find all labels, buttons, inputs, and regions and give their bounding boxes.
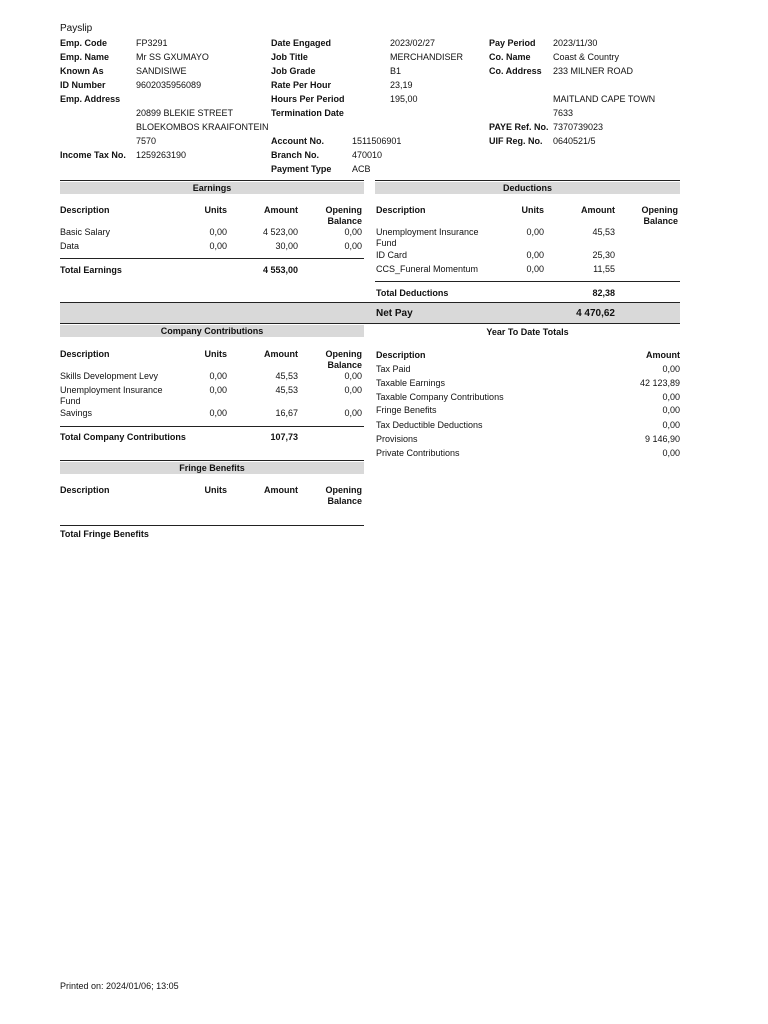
- branch-no-value: 470010: [352, 150, 383, 160]
- deductions-row-desc: Unemployment Insurance Fund: [376, 227, 479, 248]
- earnings-row-desc: Basic Salary: [60, 227, 111, 237]
- deductions-col-amount: Amount: [581, 205, 615, 215]
- account-no-label: Account No.: [271, 136, 324, 146]
- earnings-col-units: Units: [204, 205, 227, 215]
- deductions-header: Deductions: [375, 182, 680, 194]
- job-grade-value: B1: [390, 66, 402, 76]
- fringe-col-opening: Opening Balance: [325, 485, 362, 506]
- ytd-row-desc: Fringe Benefits: [376, 405, 437, 415]
- total-fringe-label: Total Fringe Benefits: [60, 529, 149, 539]
- deductions-row-units: 0,00: [526, 264, 544, 274]
- cc-col-opening: Opening Balance: [325, 349, 362, 370]
- address-line-1: 20899 BLEKIE STREET: [136, 108, 234, 118]
- co-address-line-2: MAITLAND CAPE TOWN: [553, 94, 656, 104]
- cc-col-amount: Amount: [264, 349, 298, 359]
- emp-code-label: Emp. Code: [60, 38, 108, 48]
- pay-period-label: Pay Period: [489, 38, 536, 48]
- earnings-row-amount: 30,00: [275, 241, 298, 251]
- ytd-col-amount: Amount: [646, 350, 680, 360]
- ytd-row-amount: 0,00: [662, 405, 680, 415]
- cc-row-opening: 0,00: [344, 385, 362, 395]
- ytd-row-desc: Tax Paid: [376, 364, 411, 374]
- fringe-benefits-header: Fringe Benefits: [60, 462, 364, 474]
- deductions-col-description: Description: [376, 205, 426, 215]
- ytd-row-amount: 0,00: [662, 420, 680, 430]
- payment-type-label: Payment Type: [271, 164, 332, 174]
- co-address-value: 233 MILNER ROAD: [553, 66, 634, 76]
- cc-row-opening: 0,00: [344, 371, 362, 381]
- cc-row-amount: 16,67: [275, 408, 298, 418]
- cc-row-units: 0,00: [209, 385, 227, 395]
- ytd-row-amount: 9 146,90: [644, 434, 680, 444]
- income-tax-label: Income Tax No.: [60, 150, 126, 160]
- hours-per-period-value: 195,00: [390, 94, 418, 104]
- deductions-row-units: 0,00: [526, 250, 544, 260]
- deductions-col-opening: Opening Balance: [641, 205, 678, 226]
- date-engaged-label: Date Engaged: [271, 38, 332, 48]
- cc-row-amount: 45,53: [275, 385, 298, 395]
- cc-col-units: Units: [204, 349, 227, 359]
- net-pay-value: 4 470,62: [576, 308, 615, 319]
- date-engaged-value: 2023/02/27: [390, 38, 436, 48]
- deductions-row-amount: 11,55: [593, 264, 615, 274]
- co-name-value: Coast & Country: [553, 52, 620, 62]
- ytd-row-amount: 42 123,89: [639, 378, 680, 388]
- ytd-row-desc: Private Contributions: [376, 448, 460, 458]
- total-deductions-value: 82,38: [592, 288, 615, 298]
- ytd-row-desc: Taxable Earnings: [376, 378, 446, 388]
- cc-row-amount: 45,53: [275, 371, 298, 381]
- cc-row-desc: Skills Development Levy: [60, 371, 159, 381]
- ytd-row-desc: Taxable Company Contributions: [376, 392, 504, 402]
- deductions-row-desc: CCS_Funeral Momentum: [376, 264, 479, 274]
- payslip-title: Payslip: [60, 23, 93, 34]
- cc-col-description: Description: [60, 349, 110, 359]
- uif-reg-label: UIF Reg. No.: [489, 136, 543, 146]
- net-pay-bottom-rule: [60, 323, 680, 324]
- ytd-col-description: Description: [376, 350, 426, 360]
- net-pay-label: Net Pay: [376, 308, 413, 319]
- company-contributions-header: Company Contributions: [60, 325, 364, 337]
- paye-ref-label: PAYE Ref. No.: [489, 122, 549, 132]
- paye-ref-value: 7370739023: [553, 122, 604, 132]
- earnings-row-units: 0,00: [209, 227, 227, 237]
- job-title-label: Job Title: [271, 52, 308, 62]
- fringe-col-units: Units: [204, 485, 227, 495]
- rate-per-hour-value: 23,19: [390, 80, 413, 90]
- total-cc-label: Total Company Contributions: [60, 432, 186, 442]
- earnings-total-rule: [60, 258, 364, 259]
- total-earnings-value: 4 553,00: [262, 265, 298, 275]
- deductions-row-amount: 45,53: [592, 227, 615, 237]
- earnings-row-desc: Data: [60, 241, 80, 251]
- earnings-row-opening: 0,00: [344, 241, 362, 251]
- address-line-3: 7570: [136, 136, 157, 146]
- total-deductions-label: Total Deductions: [376, 288, 449, 298]
- deductions-row-amount: 25,30: [592, 250, 615, 260]
- address-line-2: BLOEKOMBOS KRAAIFONTEIN: [136, 122, 269, 132]
- income-tax-value: 1259263190: [136, 150, 187, 160]
- termination-date-label: Termination Date: [271, 108, 344, 118]
- earnings-col-opening: Opening Balance: [325, 205, 362, 226]
- deductions-row-desc: ID Card: [376, 250, 408, 260]
- emp-name-label: Emp. Name: [60, 52, 110, 62]
- pay-period-value: 2023/11/30: [553, 38, 598, 48]
- payment-type-value: ACB: [352, 164, 371, 174]
- cc-row-desc: Savings: [60, 408, 93, 418]
- uif-reg-value: 0640521/5: [553, 136, 596, 146]
- fringe-col-description: Description: [60, 485, 110, 495]
- co-address-label: Co. Address: [489, 66, 542, 76]
- job-grade-label: Job Grade: [271, 66, 316, 76]
- rate-per-hour-label: Rate Per Hour: [271, 80, 332, 90]
- emp-code-value: FP3291: [136, 38, 168, 48]
- ytd-row-amount: 0,00: [662, 364, 680, 374]
- cc-row-units: 0,00: [209, 408, 227, 418]
- ytd-row-desc: Tax Deductible Deductions: [376, 420, 483, 430]
- earnings-row-units: 0,00: [209, 241, 227, 251]
- earnings-row-amount: 4 523,00: [262, 227, 298, 237]
- fringe-col-amount: Amount: [264, 485, 298, 495]
- cc-row-units: 0,00: [209, 371, 227, 381]
- id-number-label: ID Number: [60, 80, 106, 90]
- deductions-row-units: 0,00: [526, 227, 544, 237]
- fringe-total-rule: [60, 525, 364, 526]
- earnings-row-opening: 0,00: [344, 227, 362, 237]
- co-address-line-3: 7633: [553, 108, 574, 118]
- earnings-col-amount: Amount: [264, 205, 298, 215]
- ytd-row-amount: 0,00: [662, 448, 680, 458]
- earnings-top-rule: [60, 180, 364, 181]
- id-number-value: 9602035956089: [136, 80, 202, 90]
- known-as-label: Known As: [60, 66, 104, 76]
- job-title-value: MERCHANDISER: [390, 52, 464, 62]
- hours-per-period-label: Hours Per Period: [271, 94, 345, 104]
- deductions-top-rule: [375, 180, 680, 181]
- deductions-total-rule: [375, 281, 680, 282]
- earnings-col-description: Description: [60, 205, 110, 215]
- total-earnings-label: Total Earnings: [60, 265, 122, 275]
- deductions-col-units: Units: [521, 205, 544, 215]
- known-as-value: SANDISIWE: [136, 66, 187, 76]
- printed-on: Printed on: 2024/01/06; 13:05: [60, 981, 179, 991]
- emp-address-label: Emp. Address: [60, 94, 121, 104]
- cc-row-opening: 0,00: [344, 408, 362, 418]
- cc-row-desc: Unemployment Insurance Fund: [60, 385, 163, 406]
- cc-total-rule: [60, 426, 364, 427]
- emp-name-value: Mr SS GXUMAYO: [136, 52, 209, 62]
- earnings-header: Earnings: [60, 182, 364, 194]
- total-cc-value: 107,73: [270, 432, 298, 442]
- ytd-row-amount: 0,00: [662, 392, 680, 402]
- branch-no-label: Branch No.: [271, 150, 320, 160]
- ytd-row-desc: Provisions: [376, 434, 418, 444]
- fringe-top-rule: [60, 460, 364, 461]
- ytd-header: Year To Date Totals: [486, 327, 569, 337]
- co-name-label: Co. Name: [489, 52, 531, 62]
- account-no-value: 1511506901: [352, 136, 402, 146]
